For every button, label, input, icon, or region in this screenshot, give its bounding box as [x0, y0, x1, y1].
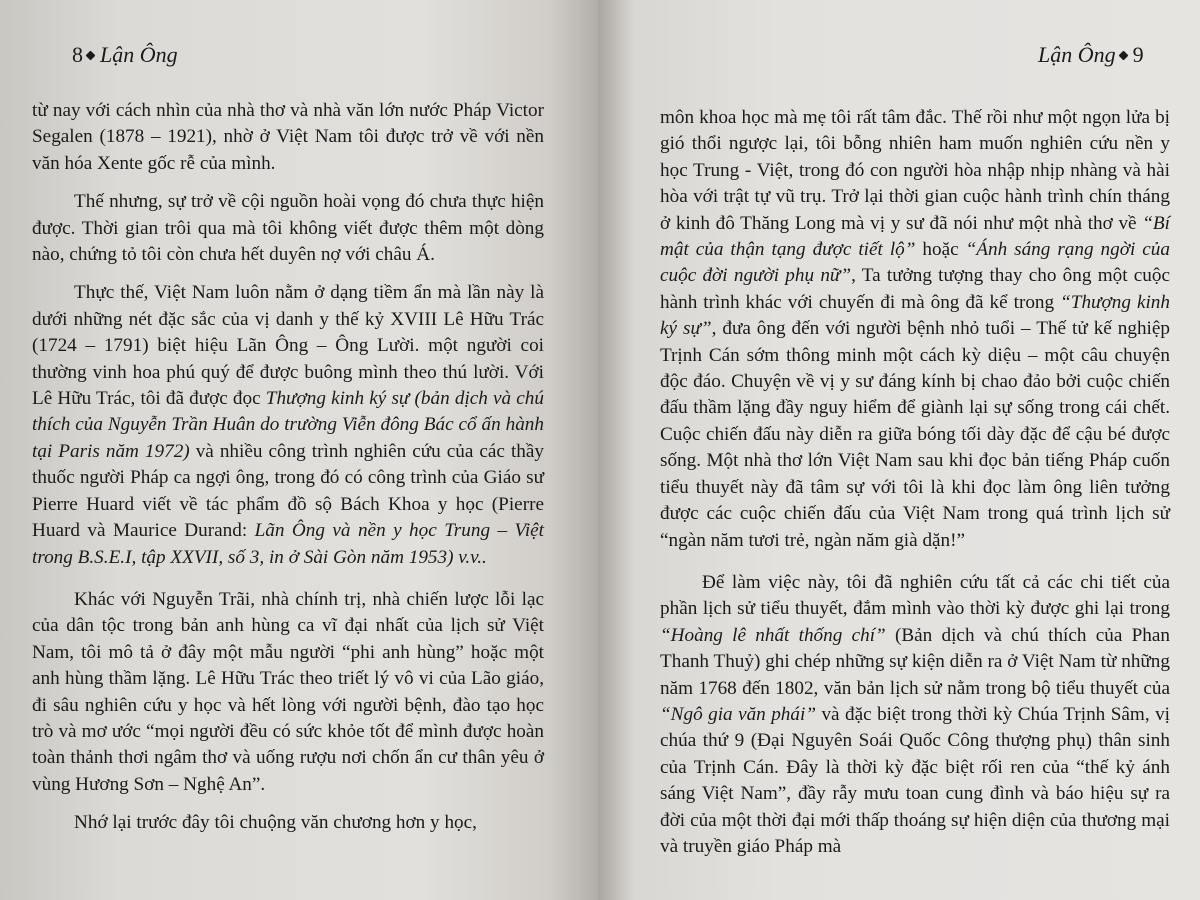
- right-running-head: [1038, 42, 1144, 68]
- text-run: , đưa ông đến với người bệnh nhỏ tuổi – Thế tử kế nghiệp Trịnh Cán sớm thông minh một cách kỳ diệu – một câu chuyện độc đáo. Chuyện về vị y sư đáng kính bị chao đảo bởi cuộc chiến đấu thầm lặng đầy nguy hiểm để giành lại sự sống trong cái chết. Cuộc chiến đấu này diễn ra giữa bóng tối dày đặc để cậu bé được sống. Một nhà thơ lớn Việt Nam sau khi đọc bản tiếng Pháp cuốn tiểu thuyết này đã tâm sự với tôi là khi đọc làm ông liên tưởng được các cuộc chiến đấu của Việt Nam trong quá trình lịch sử “ngàn năm tươi trẻ, ngàn năm già dặn!”: [660, 318, 1170, 551]
- paragraph: [660, 105, 1170, 554]
- right-body-text: [660, 105, 1170, 872]
- bullet-ornament-icon: [86, 51, 96, 61]
- paragraph: [32, 98, 544, 177]
- italic-citation: Lãn Ông và nền y học Trung – Việt trong B.S.E.I, tập XXVII, số 3, in ở Sài Gòn năm 1953) v.v..: [32, 520, 544, 568]
- right-header-title: Lận Ông: [1038, 42, 1116, 67]
- text-run: Nhớ lại trước đây tôi chuộng văn chương hơn y học,: [74, 812, 477, 834]
- text-run: hoặc: [915, 239, 966, 261]
- italic-citation: Thượng kinh ký sự (bản dịch và chú thích của Nguyễn Trần Huân do trường Viễn đông Bác cổ ấn hành tại Paris năm 1972): [32, 388, 544, 462]
- left-page-number: 8: [72, 42, 83, 67]
- paragraph: [32, 587, 544, 798]
- right-page-number: 9: [1132, 42, 1144, 67]
- italic-title: “Thượng kinh ký sự”: [660, 291, 1170, 340]
- text-run: từ nay với cách nhìn của nhà thơ và nhà văn lớn nước Pháp Victor Segalen (1878 – 1921), nhờ ở Việt Nam tôi được trở về với nền văn hóa Xente gốc rễ của mình.: [32, 100, 544, 174]
- text-run: Thế nhưng, sự trở về cội nguồn hoài vọng đó chưa thực hiện được. Thời gian trôi qua mà tôi không viết được thêm một dòng nào, chứng tỏ tôi còn chưa hết duyên nợ với châu Á.: [32, 191, 544, 266]
- text-run: Khác với Nguyễn Trãi, nhà chính trị, nhà chiến lược lỗi lạc của dân tộc trong bản anh hùng ca vĩ đại nhất của lịch sử Việt Nam, tôi mô tả ở đây một mẫu người “phi anh hùng” hoặc một anh hùng thầm lặng. Lê Hữu Trác theo triết lý vô vi của Lão giáo, đi sâu nghiên cứu y học và hết lòng với người bệnh, đào tạo học trò và mơ ước “mọi người đều có sức khỏe tốt để mình được hoàn toàn thảnh thơi ngâm thơ và uống rượu nơi chốn ẩn cư thân yêu ở vùng Hương Sơn – Nghệ An”.: [32, 588, 544, 795]
- italic-title: “Ngô gia văn phái”: [660, 703, 816, 725]
- italic-title: “Bí mật của thận tạng được tiết lộ”: [660, 212, 1170, 261]
- left-header-title: Lận Ông: [100, 42, 178, 67]
- left-page: [0, 0, 598, 900]
- text-run: (Bản dịch và chú thích của Phan Thanh Thuỷ) ghi chép những sự kiện diễn ra ở Việt Nam từ những năm 1768 đến 1802, văn bản lịch sử nằm trong bộ tiểu thuyết của: [660, 624, 1170, 699]
- text-run: Thực thế, Việt Nam luôn nằm ở dạng tiềm ẩn mà lần này là dưới những nét đặc sắc của vị danh y thế kỷ XVIII Lê Hữu Trác (1724 – 1791) biệt hiệu Lãn Ông – Ông Lười. một người coi thường vinh hoa phú quý để được buông mình theo thú lười. Với Lê Hữu Trác, tôi đã được đọc: [32, 282, 544, 410]
- paragraph: [32, 280, 544, 570]
- left-running-head: [72, 42, 178, 68]
- text-run: , Ta tưởng tượng thay cho ông một cuộc hành trình khác với chuyến đi mà ông đã kể trong: [660, 265, 1170, 313]
- left-body-text: [32, 98, 544, 849]
- bullet-ornament-icon: [1118, 51, 1128, 61]
- text-run: Để làm việc này, tôi đã nghiên cứu tất cả các chi tiết của phần lịch sử tiểu thuyết, đắm mình vào thời kỳ được ghi lại trong: [660, 571, 1170, 620]
- text-run: môn khoa học mà mẹ tôi rất tâm đắc. Thế rồi như một ngọn lửa bị gió thổi ngược lại, tôi bỗng nhiên ham muốn nghiên cứu nền y học Trung - Việt, trong đó con người hòa nhập nhịp nhàng và hài hòa với trật tự vũ trụ. Trở lại thời gian cuộc hành trình chín tháng ở kinh đô Thăng Long mà vị y sư đã nói như một nhà thơ về: [660, 107, 1170, 234]
- italic-title: “Hoàng lê nhất thống chí”: [660, 624, 886, 646]
- right-page: [598, 0, 1200, 900]
- paragraph: [660, 570, 1170, 860]
- text-run: và đặc biệt trong thời kỳ Chúa Trịnh Sâm, vị chúa thứ 9 (Đại Nguyên Soái Quốc Công thượng phụ) thân sinh của Trịnh Cán. Đây là thời kỳ đặc biệt rối ren của “thế kỷ ánh sáng Việt Nam”, đầy rẫy mưu toan cung đình và báo hiệu sự ra đời của một thời đại mới thấp thoáng sự hiện diện của thương mại và truyền giáo Pháp mà: [660, 703, 1170, 857]
- text-run: và nhiều công trình nghiên cứu của các thầy thuốc người Pháp ca ngợi ông, trong đó có công trình của Giáo sư Pierre Huard viết về tác phẩm đồ sộ Bách Khoa y học (Pierre Huard và Maurice Durand:: [32, 440, 544, 542]
- paragraph: [32, 810, 544, 836]
- paragraph: [32, 189, 544, 268]
- italic-title: “Ánh sáng rạng ngời của cuộc đời người phụ nữ”: [660, 239, 1170, 287]
